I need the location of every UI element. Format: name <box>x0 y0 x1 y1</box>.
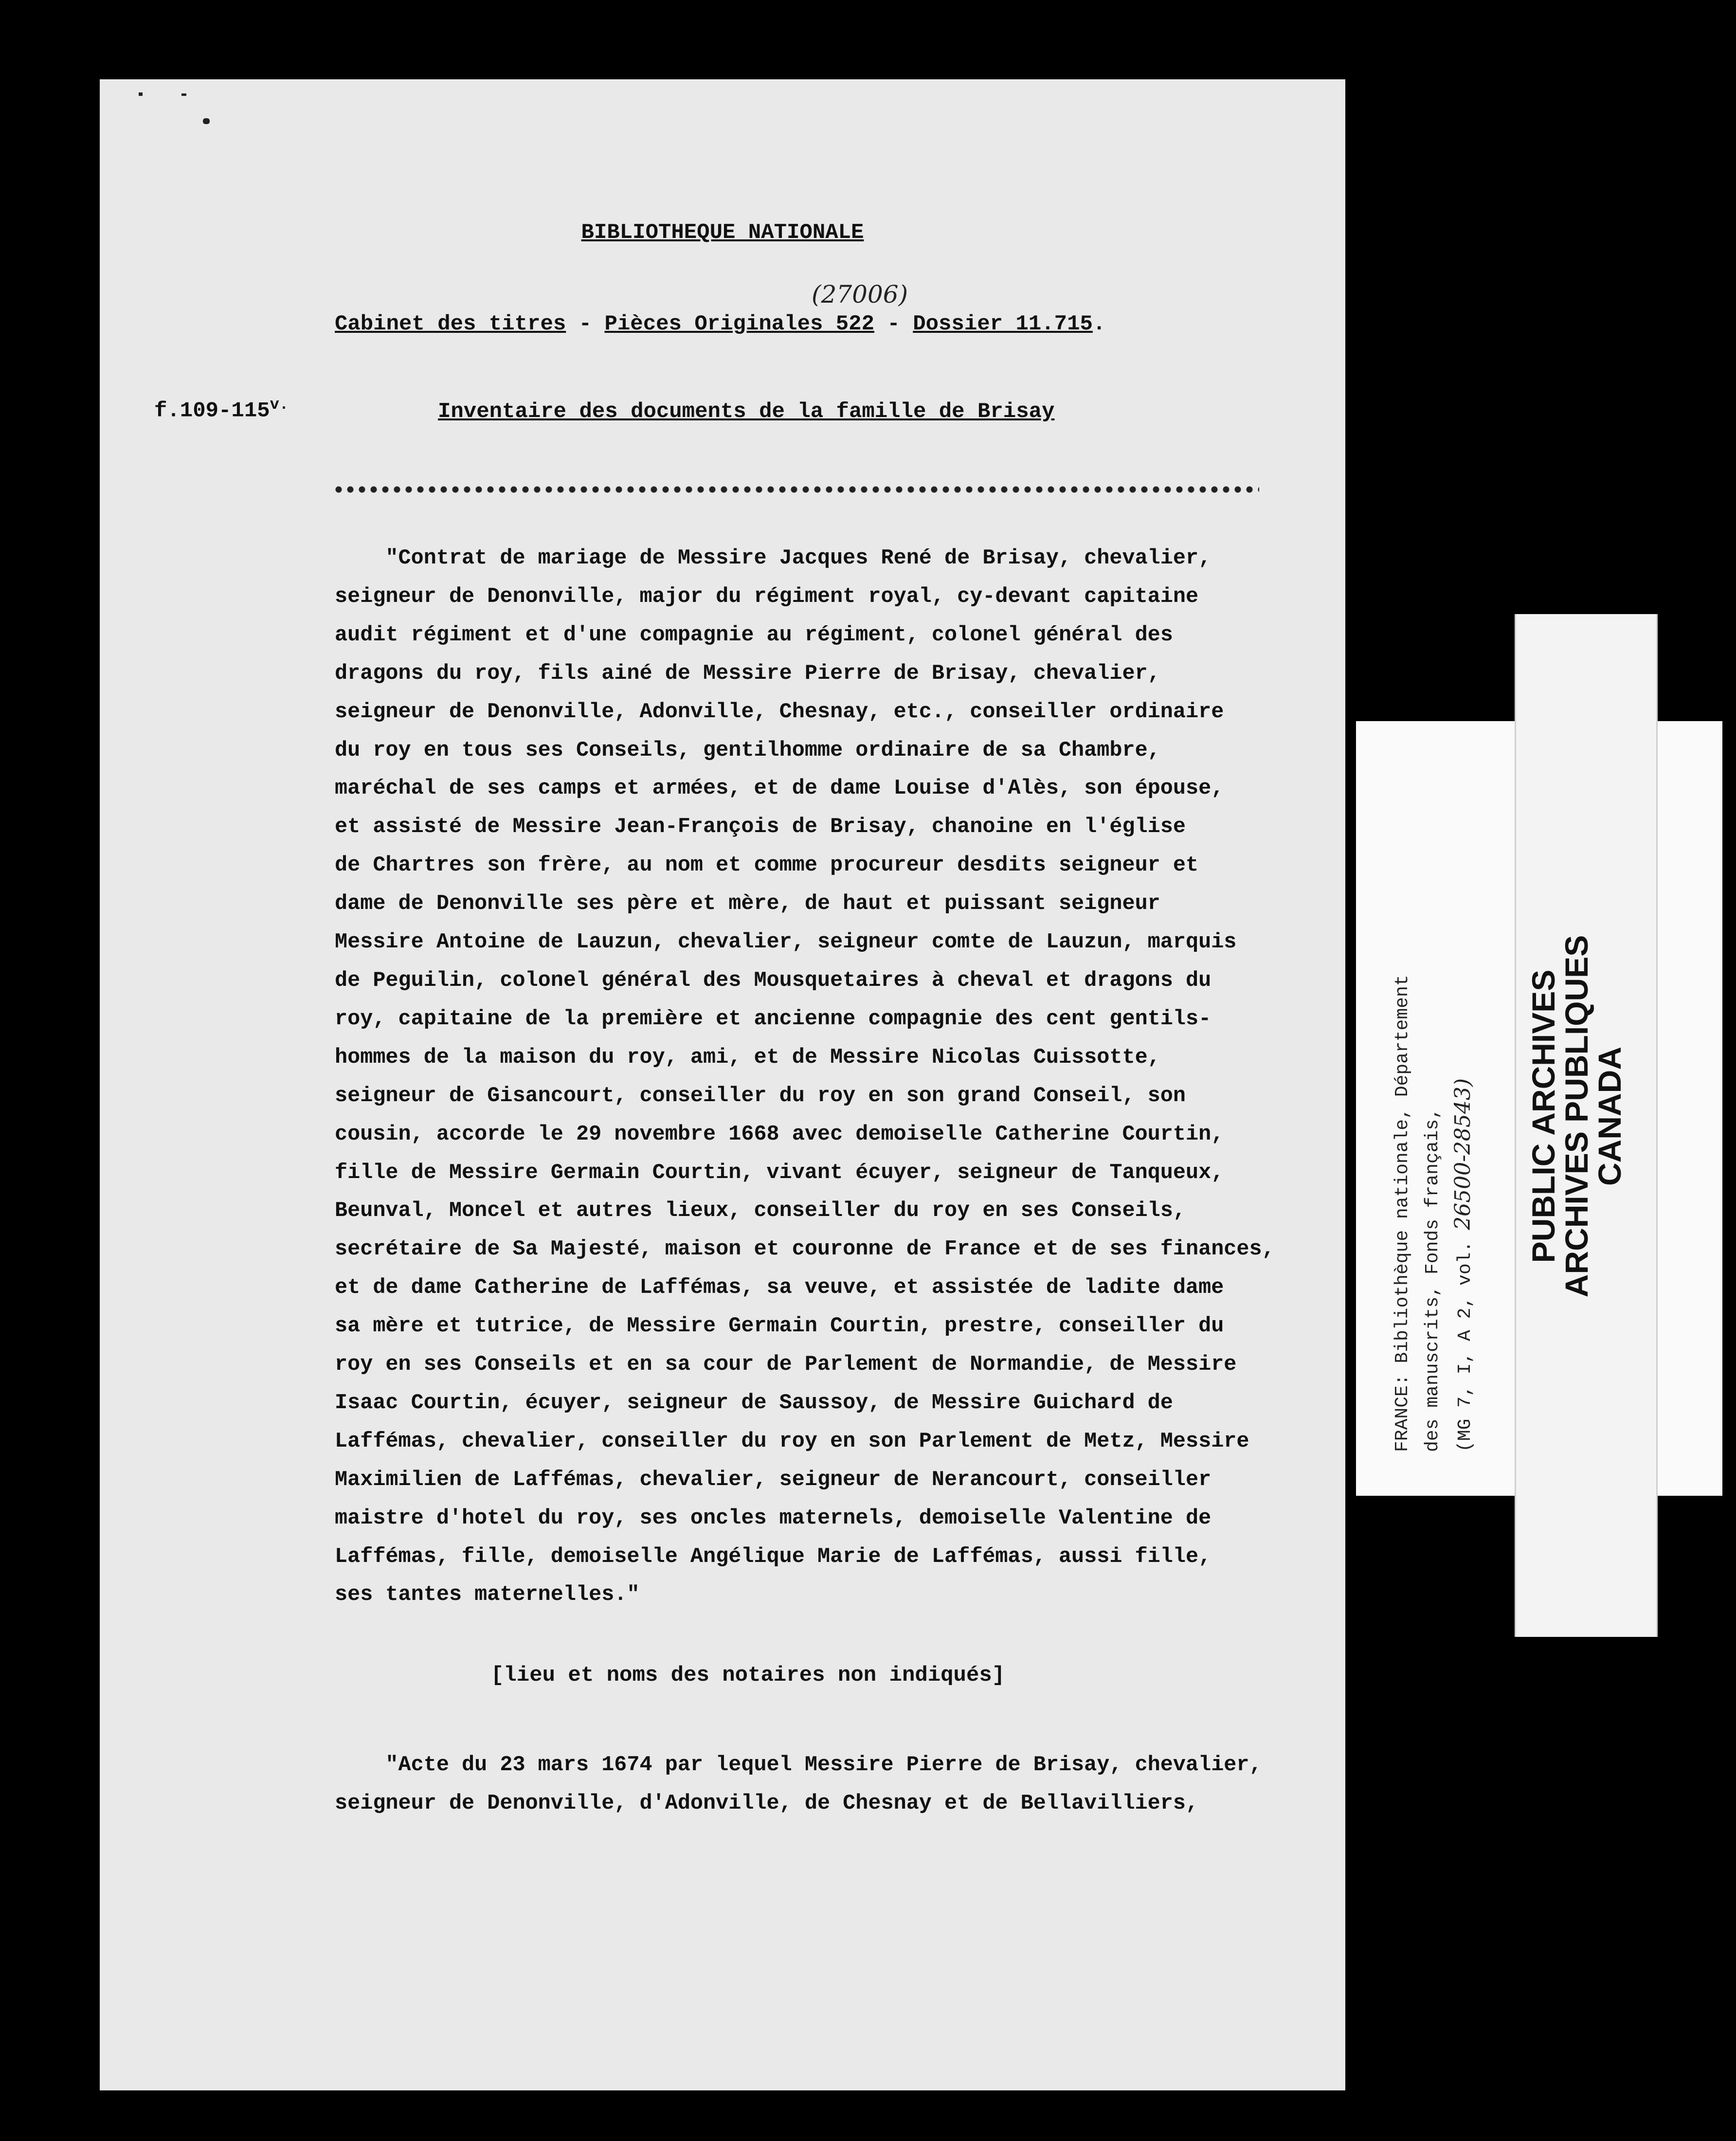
text-line: et assisté de Messire Jean-François de Brisay, chanoine en l'église <box>335 815 1186 839</box>
text-line: maistre d'hotel du roy, ses oncles maternels, demoiselle Valentine de <box>335 1506 1212 1530</box>
text-line: Isaac Courtin, écuyer, seigneur de Saussoy, de Messire Guichard de <box>335 1391 1173 1415</box>
card-volume-handwritten: 26500-28543) <box>1450 1078 1475 1230</box>
text-line: audit régiment et d'une compagnie au régiment, colonel général des <box>335 623 1173 647</box>
text-line: Laffémas, chevalier, conseiller du roy en son Parlement de Metz, Messire <box>335 1429 1249 1453</box>
document-page <box>100 79 1345 2090</box>
card-volume-typed: (MG 7, I, A 2, vol. <box>1455 1241 1476 1452</box>
text-line: hommes de la maison du roy, ami, et de Messire Nicolas Cuissotte, <box>335 1045 1160 1070</box>
archive-reference <box>335 312 1105 336</box>
folio-range: f.109-115 <box>154 399 270 423</box>
text-line: cousin, accorde le 29 novembre 1668 avec demoiselle Catherine Courtin, <box>335 1122 1224 1146</box>
inventory-title: Inventaire des documents de la famille de Brisay <box>438 399 1055 424</box>
text-line: Beunval, Moncel et autres lieux, conseiller du roy en ses Conseils, <box>335 1199 1186 1223</box>
text-line: seigneur de Denonville, major du régiment royal, cy-devant capitaine <box>335 584 1199 609</box>
text-line: et de dame Catherine de Laffémas, sa veuve, et assistée de ladite dame <box>335 1276 1224 1300</box>
text-line: du roy en tous ses Conseils, gentilhomme ordinaire de sa Chambre, <box>335 738 1160 762</box>
text-line: maréchal de ses camps et armées, et de dame Louise d'Alès, son épouse, <box>335 777 1224 801</box>
stamp-line-1: PUBLIC ARCHIVES <box>1525 969 1561 1263</box>
punch-mark <box>181 93 186 96</box>
text-line: "Contrat de mariage de Messire Jacques René de Brisay, chevalier, <box>335 546 1212 570</box>
text-line: dame de Denonville ses père et mère, de haut et puissant seigneur <box>335 892 1160 916</box>
archive-stamp-strip <box>1515 614 1658 1637</box>
contract-paragraph <box>335 540 1308 1615</box>
card-line-3 <box>1448 975 1481 1452</box>
notary-note: [lieu et noms des notaires non indiqués] <box>491 1663 1005 1687</box>
folio-verso: v. <box>270 396 289 414</box>
text-line: roy en ses Conseils et en sa cour de Parlement de Normandie, de Messire <box>335 1353 1237 1377</box>
text-line: de Peguilin, colonel général des Mousquetaires à cheval et dragons du <box>335 968 1212 993</box>
dotted-separator <box>335 486 1259 493</box>
act-paragraph <box>335 1746 1308 1823</box>
text-line: "Acte du 23 mars 1674 par lequel Messire Pierre de Brisay, chevalier, <box>335 1753 1262 1777</box>
text-line: Laffémas, fille, demoiselle Angélique Marie de Laffémas, aussi fille, <box>335 1544 1212 1569</box>
text-line: secrétaire de Sa Majesté, maison et couronne de France et de ses finances, <box>335 1237 1275 1262</box>
text-line: de Chartres son frère, au nom et comme procureur desdits seigneur et <box>335 853 1199 878</box>
period: . <box>1092 312 1106 336</box>
cabinet-label: Cabinet des titres <box>335 312 566 336</box>
text-line: Maximilien de Laffémas, chevalier, seigneur de Nerancourt, conseiller <box>335 1468 1212 1492</box>
dossier-label: Dossier 11.715 <box>913 312 1093 336</box>
label-card-text <box>1388 975 1481 1452</box>
card-line-1: FRANCE: Bibliothèque nationale, Département <box>1392 975 1413 1452</box>
punch-mark <box>139 92 143 96</box>
stamp-line-2: ARCHIVES PUBLIQUES <box>1558 935 1594 1298</box>
stamp-line-3: CANADA <box>1591 1047 1628 1186</box>
text-line: roy, capitaine de la première et ancienne compagnie des cent gentils- <box>335 1007 1212 1031</box>
folio-reference <box>154 396 289 423</box>
text-line: seigneur de Gisancourt, conseiller du roy en son grand Conseil, son <box>335 1084 1186 1108</box>
punch-mark <box>203 118 210 124</box>
text-line: seigneur de Denonville, Adonville, Chesnay, etc., conseiller ordinaire <box>335 700 1224 724</box>
text-line: sa mère et tutrice, de Messire Germain Courtin, prestre, conseiller du <box>335 1314 1224 1339</box>
card-line-2: des manuscrits, Fonds français, <box>1422 1108 1443 1452</box>
text-line: dragons du roy, fils ainé de Messire Pierre de Brisay, chevalier, <box>335 661 1160 686</box>
text-line: fille de Messire Germain Courtin, vivant écuyer, seigneur de Tanqueux, <box>335 1161 1224 1185</box>
handwritten-number: (27006) <box>812 280 908 308</box>
library-title: BIBLIOTHEQUE NATIONALE <box>581 220 864 245</box>
separator: - <box>566 312 605 336</box>
separator: - <box>874 312 913 336</box>
text-line: ses tantes maternelles." <box>335 1583 640 1607</box>
pieces-label: Pièces Originales 522 <box>604 312 874 336</box>
text-line: seigneur de Denonville, d'Adonville, de Chesnay et de Bellavilliers, <box>335 1791 1199 1815</box>
text-line: Messire Antoine de Lauzun, chevalier, seigneur comte de Lauzun, marquis <box>335 930 1237 955</box>
archive-stamp <box>1527 824 1626 1408</box>
